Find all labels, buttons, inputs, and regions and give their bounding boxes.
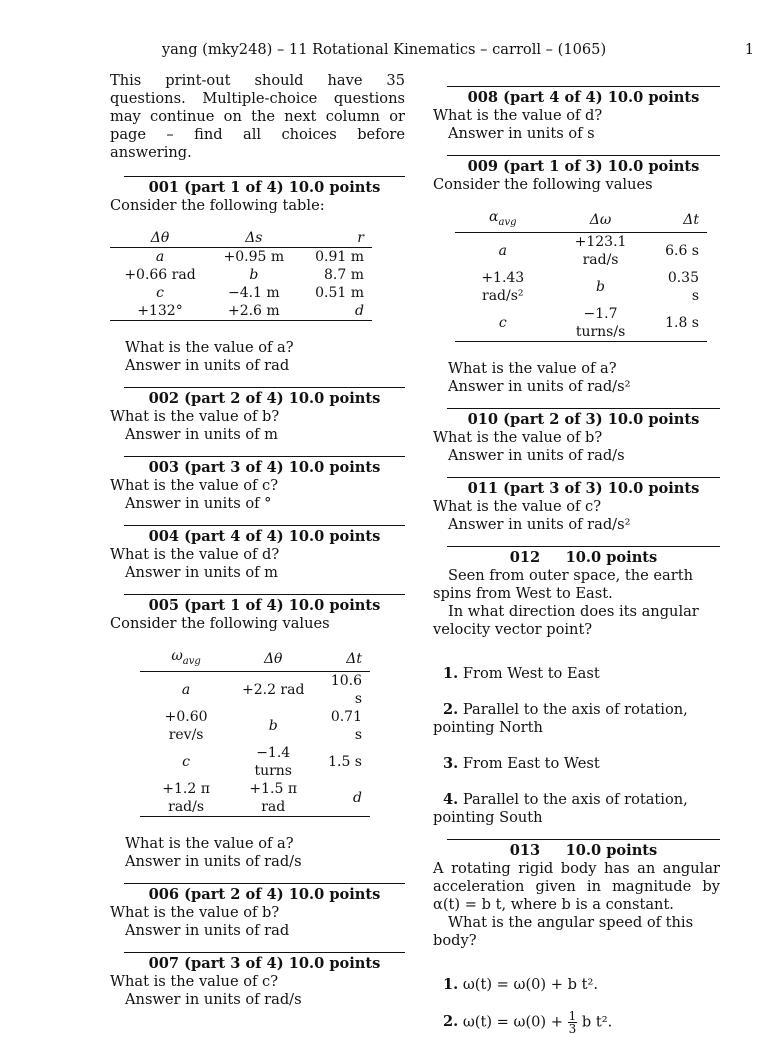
table-cell: +1.2 π rad/s <box>140 780 232 817</box>
table-row <box>110 248 372 267</box>
question-heading: 011 (part 3 of 3) 10.0 points <box>447 477 720 498</box>
question-heading: 008 (part 4 of 4) 10.0 points <box>447 86 720 107</box>
question-006 <box>110 883 405 940</box>
question-text: In what direction does its angular velocity vector point? <box>433 602 699 638</box>
table-cell: 1.5 s <box>328 753 362 770</box>
table-cell: −1.7 turns/s <box>551 305 651 342</box>
table-cell: d <box>355 303 364 319</box>
question-prompt: What is the value of b? <box>110 408 280 425</box>
table-cell: +2.6 m <box>210 302 298 321</box>
values-table <box>455 208 707 342</box>
table-cell: 6.6 s <box>665 242 699 259</box>
choice-number: 2. <box>443 1013 459 1031</box>
answer-units: Answer in units of rad <box>125 921 290 939</box>
question-heading: 007 (part 3 of 4) 10.0 points <box>124 952 405 973</box>
table-cell: a <box>181 681 191 698</box>
question-prompt: What is the value of a? <box>448 359 617 377</box>
answer-choice[interactable] <box>433 701 720 737</box>
table-cell: 10.6 s <box>330 672 362 707</box>
table-cell: −1.4 turns <box>254 744 292 779</box>
table-cell: c <box>498 314 507 331</box>
answer-units: Answer in units of rad/s <box>125 852 302 870</box>
answer-choice[interactable] <box>433 791 720 827</box>
table-row <box>140 780 370 817</box>
question-007 <box>110 952 405 1009</box>
table-header: Δθ <box>110 229 210 248</box>
fraction <box>568 1010 578 1035</box>
question-heading: 009 (part 1 of 3) 10.0 points <box>447 155 720 176</box>
question-heading: 003 (part 3 of 4) 10.0 points <box>124 456 405 477</box>
choice-text: From West to East <box>462 664 600 682</box>
question-text: A rotating rigid body has an angular acceleration given in magnitude by α(t) = b t, where b is a constant. <box>433 859 720 913</box>
table-cell: 0.71 s <box>330 708 362 743</box>
choice-number: 4. <box>443 790 459 808</box>
question-heading: 002 (part 2 of 4) 10.0 points <box>124 387 405 408</box>
answer-units: Answer in units of s <box>448 125 595 142</box>
table-cell: a <box>155 249 165 265</box>
choice-number: 2. <box>443 700 459 718</box>
question-004 <box>110 525 405 582</box>
fraction-numerator: 1 <box>568 1008 577 1023</box>
answer-units: Answer in units of m <box>125 564 278 581</box>
fraction-denominator: 3 <box>568 1021 577 1036</box>
answer-units: Answer in units of ° <box>125 495 272 512</box>
table-row <box>455 305 707 342</box>
answer-choice[interactable] <box>433 976 720 994</box>
question-heading: 001 (part 1 of 4) 10.0 points <box>124 176 405 197</box>
table-header: Δω <box>551 208 651 232</box>
table-header: r <box>298 229 372 248</box>
question-heading: 013 10.0 points <box>447 839 720 860</box>
question-001 <box>110 176 405 375</box>
question-prompt: What is the value of c? <box>433 497 602 515</box>
choice-number: 1. <box>443 975 459 993</box>
table-row <box>455 269 707 305</box>
table-cell: 8.7 m <box>324 267 364 283</box>
question-prompt: What is the value of a? <box>125 834 294 852</box>
table-cell: c <box>156 285 164 301</box>
question-heading: 010 (part 2 of 3) 10.0 points <box>447 408 720 429</box>
table-cell: +1.5 π rad <box>232 780 314 817</box>
question-prompt: What is the value of d? <box>433 107 603 124</box>
page-number: 1 <box>744 41 754 58</box>
table-row <box>140 744 370 780</box>
table-row <box>455 232 707 269</box>
question-text: What is the angular speed of this body? <box>433 913 694 949</box>
values-table <box>110 229 372 321</box>
table-cell: d <box>353 789 362 806</box>
answer-units: Answer in units of m <box>125 426 278 443</box>
table-header-sub: avg <box>498 216 517 228</box>
table-cell: 0.35 s <box>667 269 699 304</box>
question-012 <box>433 546 720 827</box>
table-row <box>140 708 370 744</box>
table-row <box>110 266 372 284</box>
values-table <box>140 647 370 817</box>
table-cell: b <box>596 278 606 295</box>
answer-choice[interactable] <box>433 665 720 683</box>
choice-number: 3. <box>443 754 459 772</box>
question-prompt: What is the value of c? <box>110 972 279 990</box>
table-cell: c <box>182 753 191 770</box>
table-cell: 1.8 s <box>651 305 707 342</box>
page-header <box>0 41 768 61</box>
table-header: Δt <box>314 647 370 671</box>
table-header: Δs <box>210 229 298 248</box>
right-column <box>433 72 720 1047</box>
choice-text: Parallel to the axis of rotation, pointing South <box>433 790 688 826</box>
table-cell: +2.2 rad <box>241 681 305 698</box>
table-cell: a <box>498 242 507 259</box>
table-header: $\alpha_{avg}$ <box>455 208 551 232</box>
intro-text: This print-out should have 35 questions. Multiple-choice questions may continue on the next column or page – find all choices before answering. <box>110 72 405 161</box>
question-003 <box>110 456 405 513</box>
choice-text: Parallel to the axis of rotation, pointing North <box>433 700 688 736</box>
table-header: Δθ <box>232 647 314 671</box>
choice-text-pre: ω(t) = ω(0) + <box>462 1013 568 1031</box>
answer-units: Answer in units of rad/s <box>448 446 625 464</box>
table-header-sub: avg <box>182 655 201 667</box>
question-prompt: What is the value of b? <box>110 903 280 921</box>
table-cell: b <box>268 717 278 734</box>
question-005 <box>110 594 405 871</box>
question-008 <box>433 86 720 143</box>
question-text: Seen from outer space, the earth spins from West to East. <box>433 566 693 602</box>
table-cell: b <box>249 267 259 283</box>
table-row <box>110 302 372 321</box>
answer-choice[interactable] <box>433 1010 720 1035</box>
question-heading: 004 (part 4 of 4) 10.0 points <box>124 525 405 546</box>
table-cell: +123.1 rad/s <box>574 233 627 268</box>
question-011 <box>433 477 720 534</box>
table-cell: 0.51 m <box>315 285 364 301</box>
question-heading: 012 10.0 points <box>447 546 720 567</box>
table-row <box>110 284 372 302</box>
question-heading: 006 (part 2 of 4) 10.0 points <box>124 883 405 904</box>
question-prompt: What is the value of d? <box>110 546 280 563</box>
question-013 <box>433 839 720 1035</box>
question-prompt: What is the value of a? <box>125 339 294 356</box>
choice-text-post: b t². <box>581 1013 613 1031</box>
table-cell: 0.91 m <box>315 249 364 265</box>
left-column <box>110 72 405 1021</box>
table-cell: +0.66 rad <box>124 267 196 283</box>
header-title: yang (mky248) – 11 Rotational Kinematics – carroll – (1065) <box>161 41 607 58</box>
question-010 <box>433 408 720 465</box>
question-text: Consider the following values <box>433 176 653 193</box>
table-header: Δt <box>651 208 707 232</box>
question-009 <box>433 155 720 396</box>
table-cell: +0.60 rev/s <box>164 708 208 743</box>
table-cell: −4.1 m <box>227 285 280 301</box>
question-002 <box>110 387 405 444</box>
question-text: Consider the following values <box>110 615 330 632</box>
table-row <box>140 671 370 708</box>
table-cell: +1.43 rad/s² <box>481 269 525 304</box>
answer-units: Answer in units of rad/s² <box>448 515 631 533</box>
question-prompt: What is the value of c? <box>110 477 279 494</box>
question-heading: 005 (part 1 of 4) 10.0 points <box>124 594 405 615</box>
choice-text: From East to West <box>462 754 600 772</box>
question-prompt: What is the value of b? <box>433 428 603 446</box>
choice-number: 1. <box>443 664 459 682</box>
table-cell: +0.95 m <box>223 249 285 265</box>
choice-text: ω(t) = ω(0) + b t². <box>462 975 598 993</box>
table-header: $\omega_{avg}$ <box>140 647 232 671</box>
answer-choice[interactable] <box>433 755 720 773</box>
answer-units: Answer in units of rad <box>125 357 290 374</box>
answer-units: Answer in units of rad/s <box>125 990 302 1008</box>
table-cell: +132° <box>110 302 210 321</box>
answer-units: Answer in units of rad/s² <box>448 377 631 395</box>
question-text: Consider the following table: <box>110 197 325 214</box>
